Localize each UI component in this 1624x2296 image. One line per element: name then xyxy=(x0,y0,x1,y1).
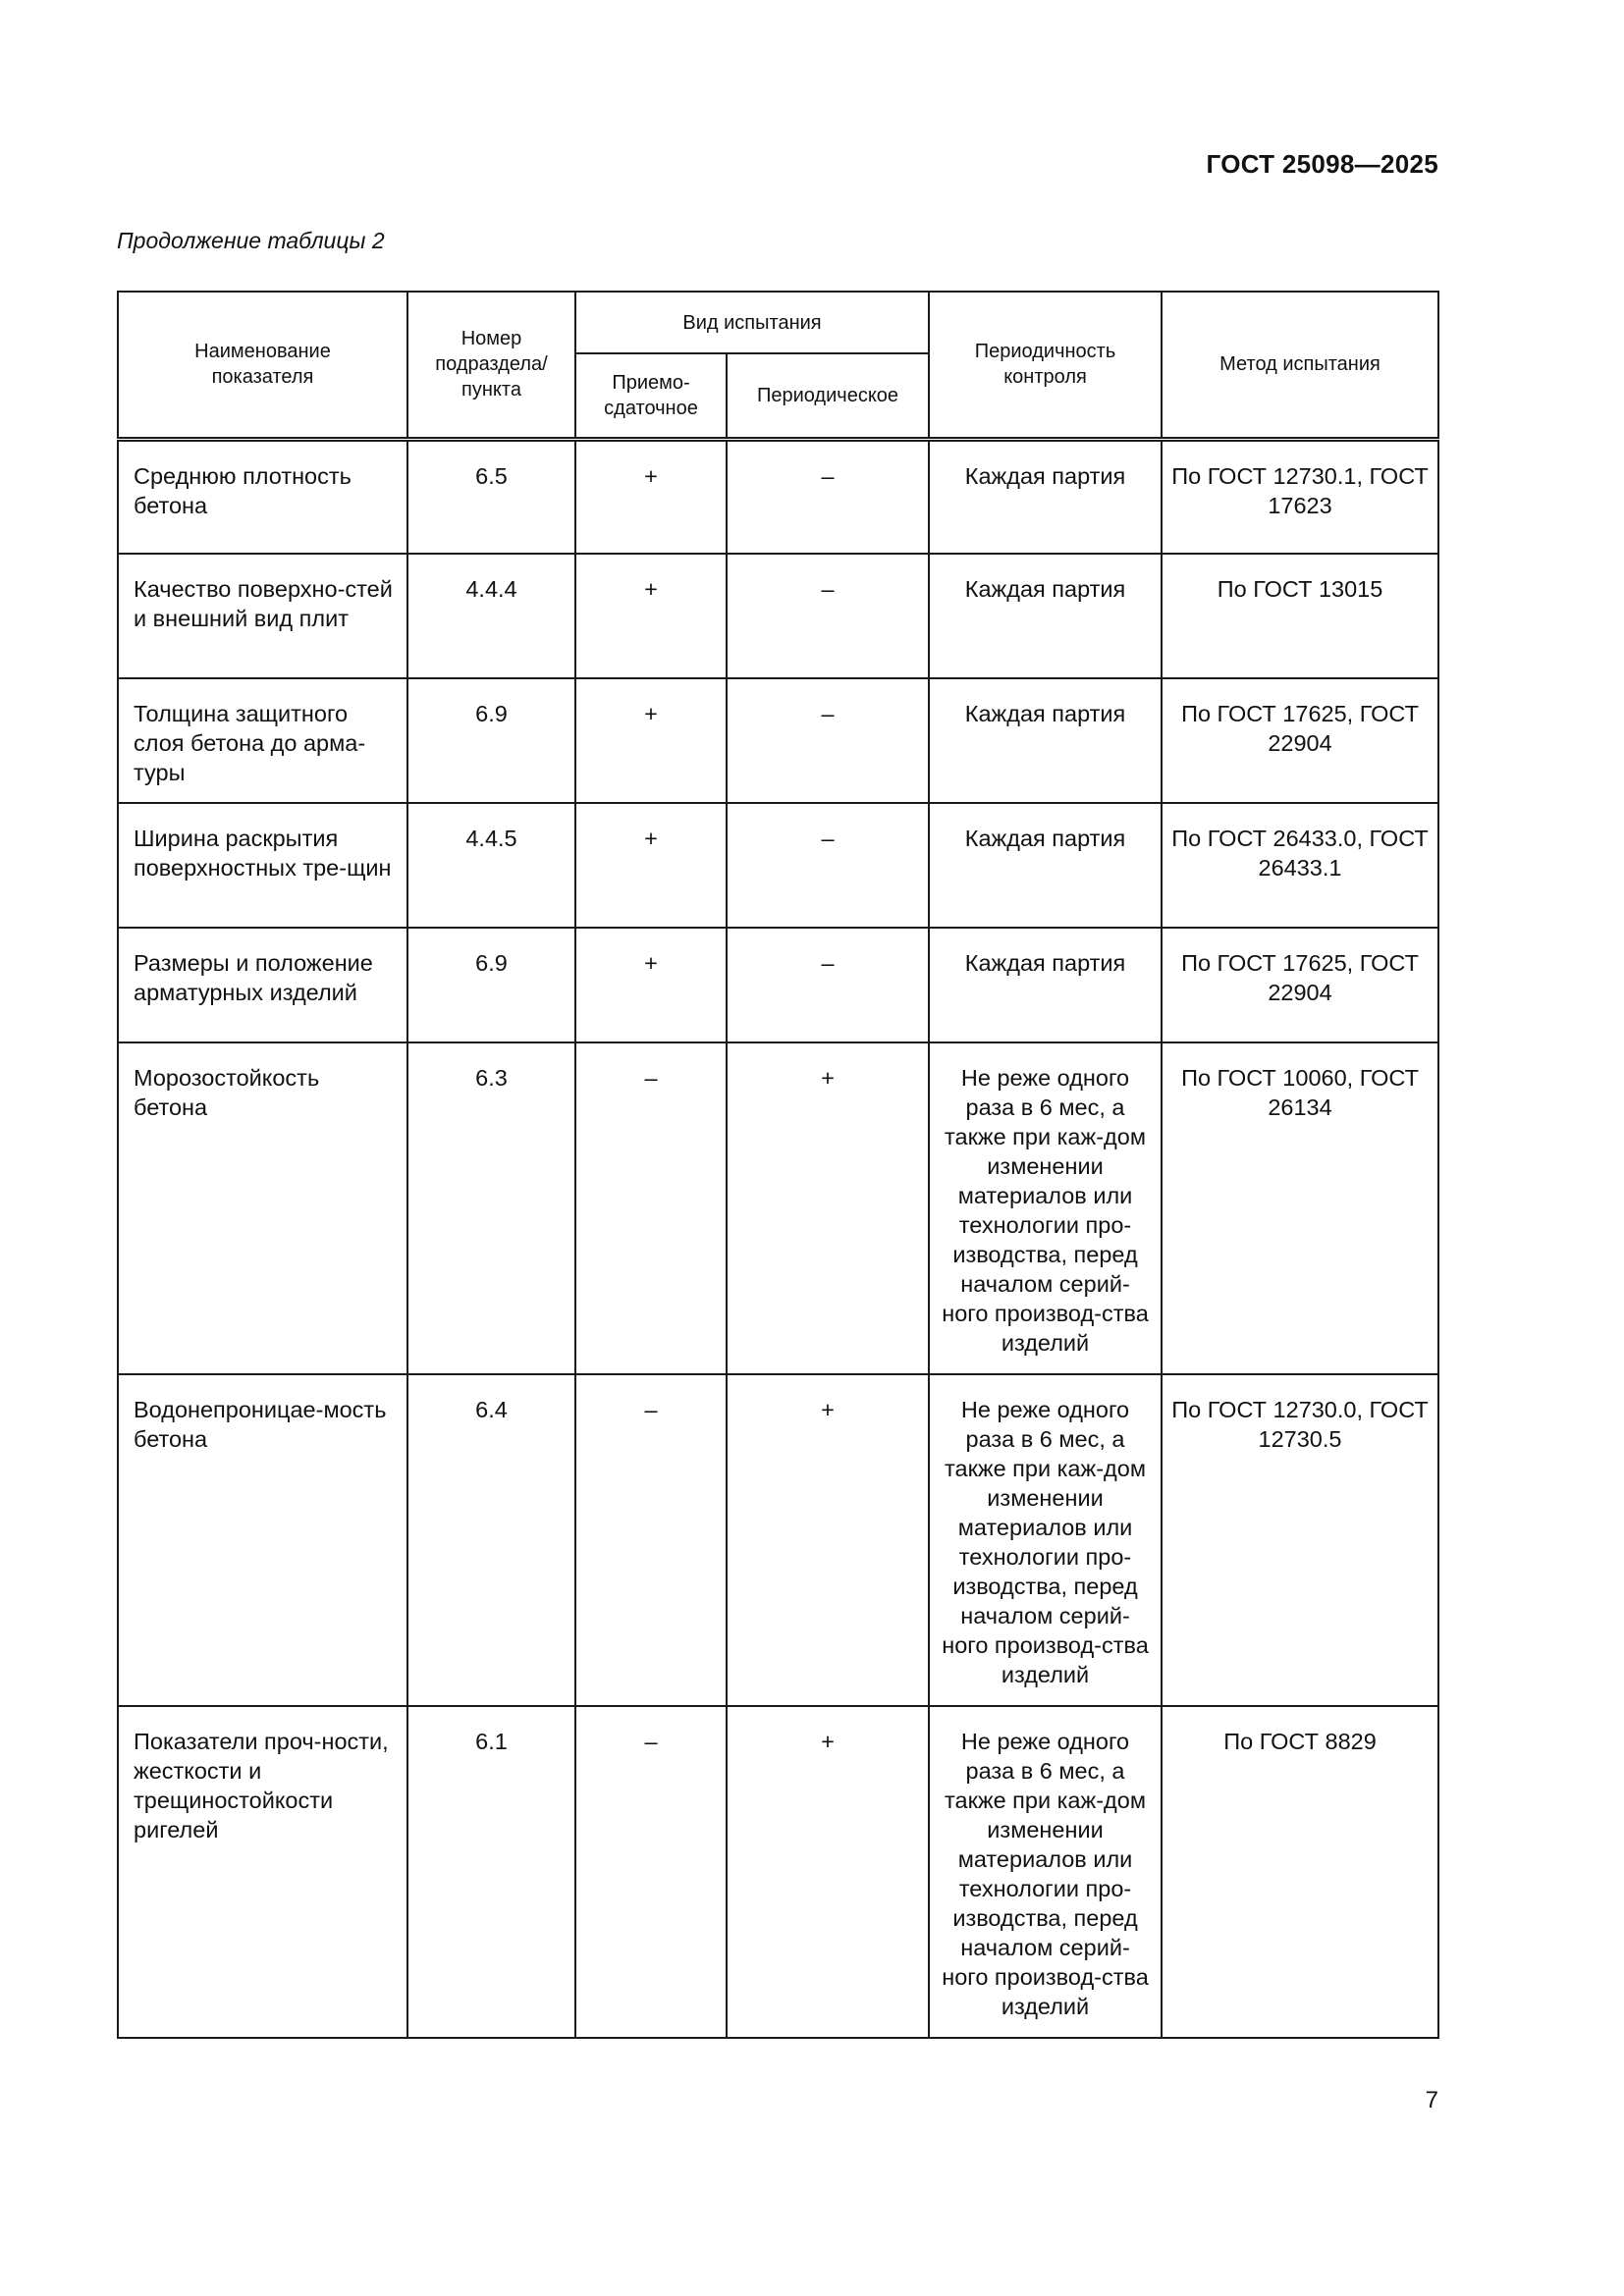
cell-method: По ГОСТ 26433.0, ГОСТ 26433.1 xyxy=(1162,803,1438,928)
cell-method: По ГОСТ 17625, ГОСТ 22904 xyxy=(1162,678,1438,803)
cell-periodic: + xyxy=(727,1374,929,1706)
inspection-table xyxy=(117,291,1439,2039)
cell-acceptance: + xyxy=(575,439,727,554)
cell-name: Морозостойкость бетона xyxy=(118,1042,407,1374)
header-row-top xyxy=(118,292,1438,353)
cell-periodic: + xyxy=(727,1706,929,2038)
table-row xyxy=(118,1042,1438,1374)
cell-method: По ГОСТ 12730.0, ГОСТ 12730.5 xyxy=(1162,1374,1438,1706)
header-section: Номер подраздела/ пункта xyxy=(407,292,575,439)
header-acceptance: Приемо-сдаточное xyxy=(575,353,727,439)
cell-acceptance: + xyxy=(575,803,727,928)
table-caption: Продолжение таблицы 2 xyxy=(117,228,385,253)
cell-acceptance: – xyxy=(575,1374,727,1706)
cell-periodic: – xyxy=(727,554,929,678)
header-method: Метод испытания xyxy=(1162,292,1438,439)
cell-method: По ГОСТ 17625, ГОСТ 22904 xyxy=(1162,928,1438,1042)
cell-section: 4.4.4 xyxy=(407,554,575,678)
document-code: ГОСТ 25098—2025 xyxy=(1206,149,1438,179)
cell-acceptance: + xyxy=(575,678,727,803)
header-name: Наименование показателя xyxy=(118,292,407,439)
table-row xyxy=(118,928,1438,1042)
cell-periodic: – xyxy=(727,803,929,928)
cell-section: 4.4.5 xyxy=(407,803,575,928)
cell-method: По ГОСТ 13015 xyxy=(1162,554,1438,678)
header-periodic: Периодическое xyxy=(727,353,929,439)
cell-frequency: Не реже одного раза в 6 мес, а также при каж-дом изменении материалов или технологии про-изводства, перед началом серий-ного производ-ства изделий xyxy=(929,1706,1162,2038)
table-row xyxy=(118,678,1438,803)
cell-method: По ГОСТ 8829 xyxy=(1162,1706,1438,2038)
cell-frequency: Каждая партия xyxy=(929,678,1162,803)
table-row xyxy=(118,439,1438,554)
page-number: 7 xyxy=(1425,2087,1438,2113)
cell-periodic: – xyxy=(727,928,929,1042)
cell-name: Ширина раскрытия поверхностных тре-щин xyxy=(118,803,407,928)
cell-acceptance: – xyxy=(575,1042,727,1374)
cell-name: Толщина защитного слоя бетона до арма-туры xyxy=(118,678,407,803)
cell-section: 6.3 xyxy=(407,1042,575,1374)
table-row xyxy=(118,1706,1438,2038)
cell-name: Среднюю плотность бетона xyxy=(118,439,407,554)
cell-section: 6.9 xyxy=(407,678,575,803)
cell-name: Показатели проч-ности, жесткости и трещиностойкости ригелей xyxy=(118,1706,407,2038)
cell-acceptance: + xyxy=(575,928,727,1042)
cell-acceptance: – xyxy=(575,1706,727,2038)
cell-periodic: – xyxy=(727,678,929,803)
header-frequency: Периодичность контроля xyxy=(929,292,1162,439)
cell-name: Водонепроницае-мость бетона xyxy=(118,1374,407,1706)
table-row xyxy=(118,803,1438,928)
cell-section: 6.5 xyxy=(407,439,575,554)
cell-name: Качество поверхно-стей и внешний вид плит xyxy=(118,554,407,678)
cell-name: Размеры и положение арматурных изделий xyxy=(118,928,407,1042)
header-test-type: Вид испытания xyxy=(575,292,929,353)
cell-periodic: – xyxy=(727,439,929,554)
cell-frequency: Каждая партия xyxy=(929,803,1162,928)
cell-frequency: Каждая партия xyxy=(929,554,1162,678)
table-row xyxy=(118,1374,1438,1706)
cell-method: По ГОСТ 10060, ГОСТ 26134 xyxy=(1162,1042,1438,1374)
cell-section: 6.4 xyxy=(407,1374,575,1706)
cell-frequency: Не реже одного раза в 6 мес, а также при каж-дом изменении материалов или технологии про-изводства, перед началом серий-ного производ-ства изделий xyxy=(929,1374,1162,1706)
table-row xyxy=(118,554,1438,678)
cell-section: 6.9 xyxy=(407,928,575,1042)
cell-frequency: Каждая партия xyxy=(929,928,1162,1042)
cell-frequency: Каждая партия xyxy=(929,439,1162,554)
cell-section: 6.1 xyxy=(407,1706,575,2038)
cell-acceptance: + xyxy=(575,554,727,678)
cell-method: По ГОСТ 12730.1, ГОСТ 17623 xyxy=(1162,439,1438,554)
cell-periodic: + xyxy=(727,1042,929,1374)
cell-frequency: Не реже одного раза в 6 мес, а также при каж-дом изменении материалов или технологии про-изводства, перед началом серий-ного производ-ства изделий xyxy=(929,1042,1162,1374)
